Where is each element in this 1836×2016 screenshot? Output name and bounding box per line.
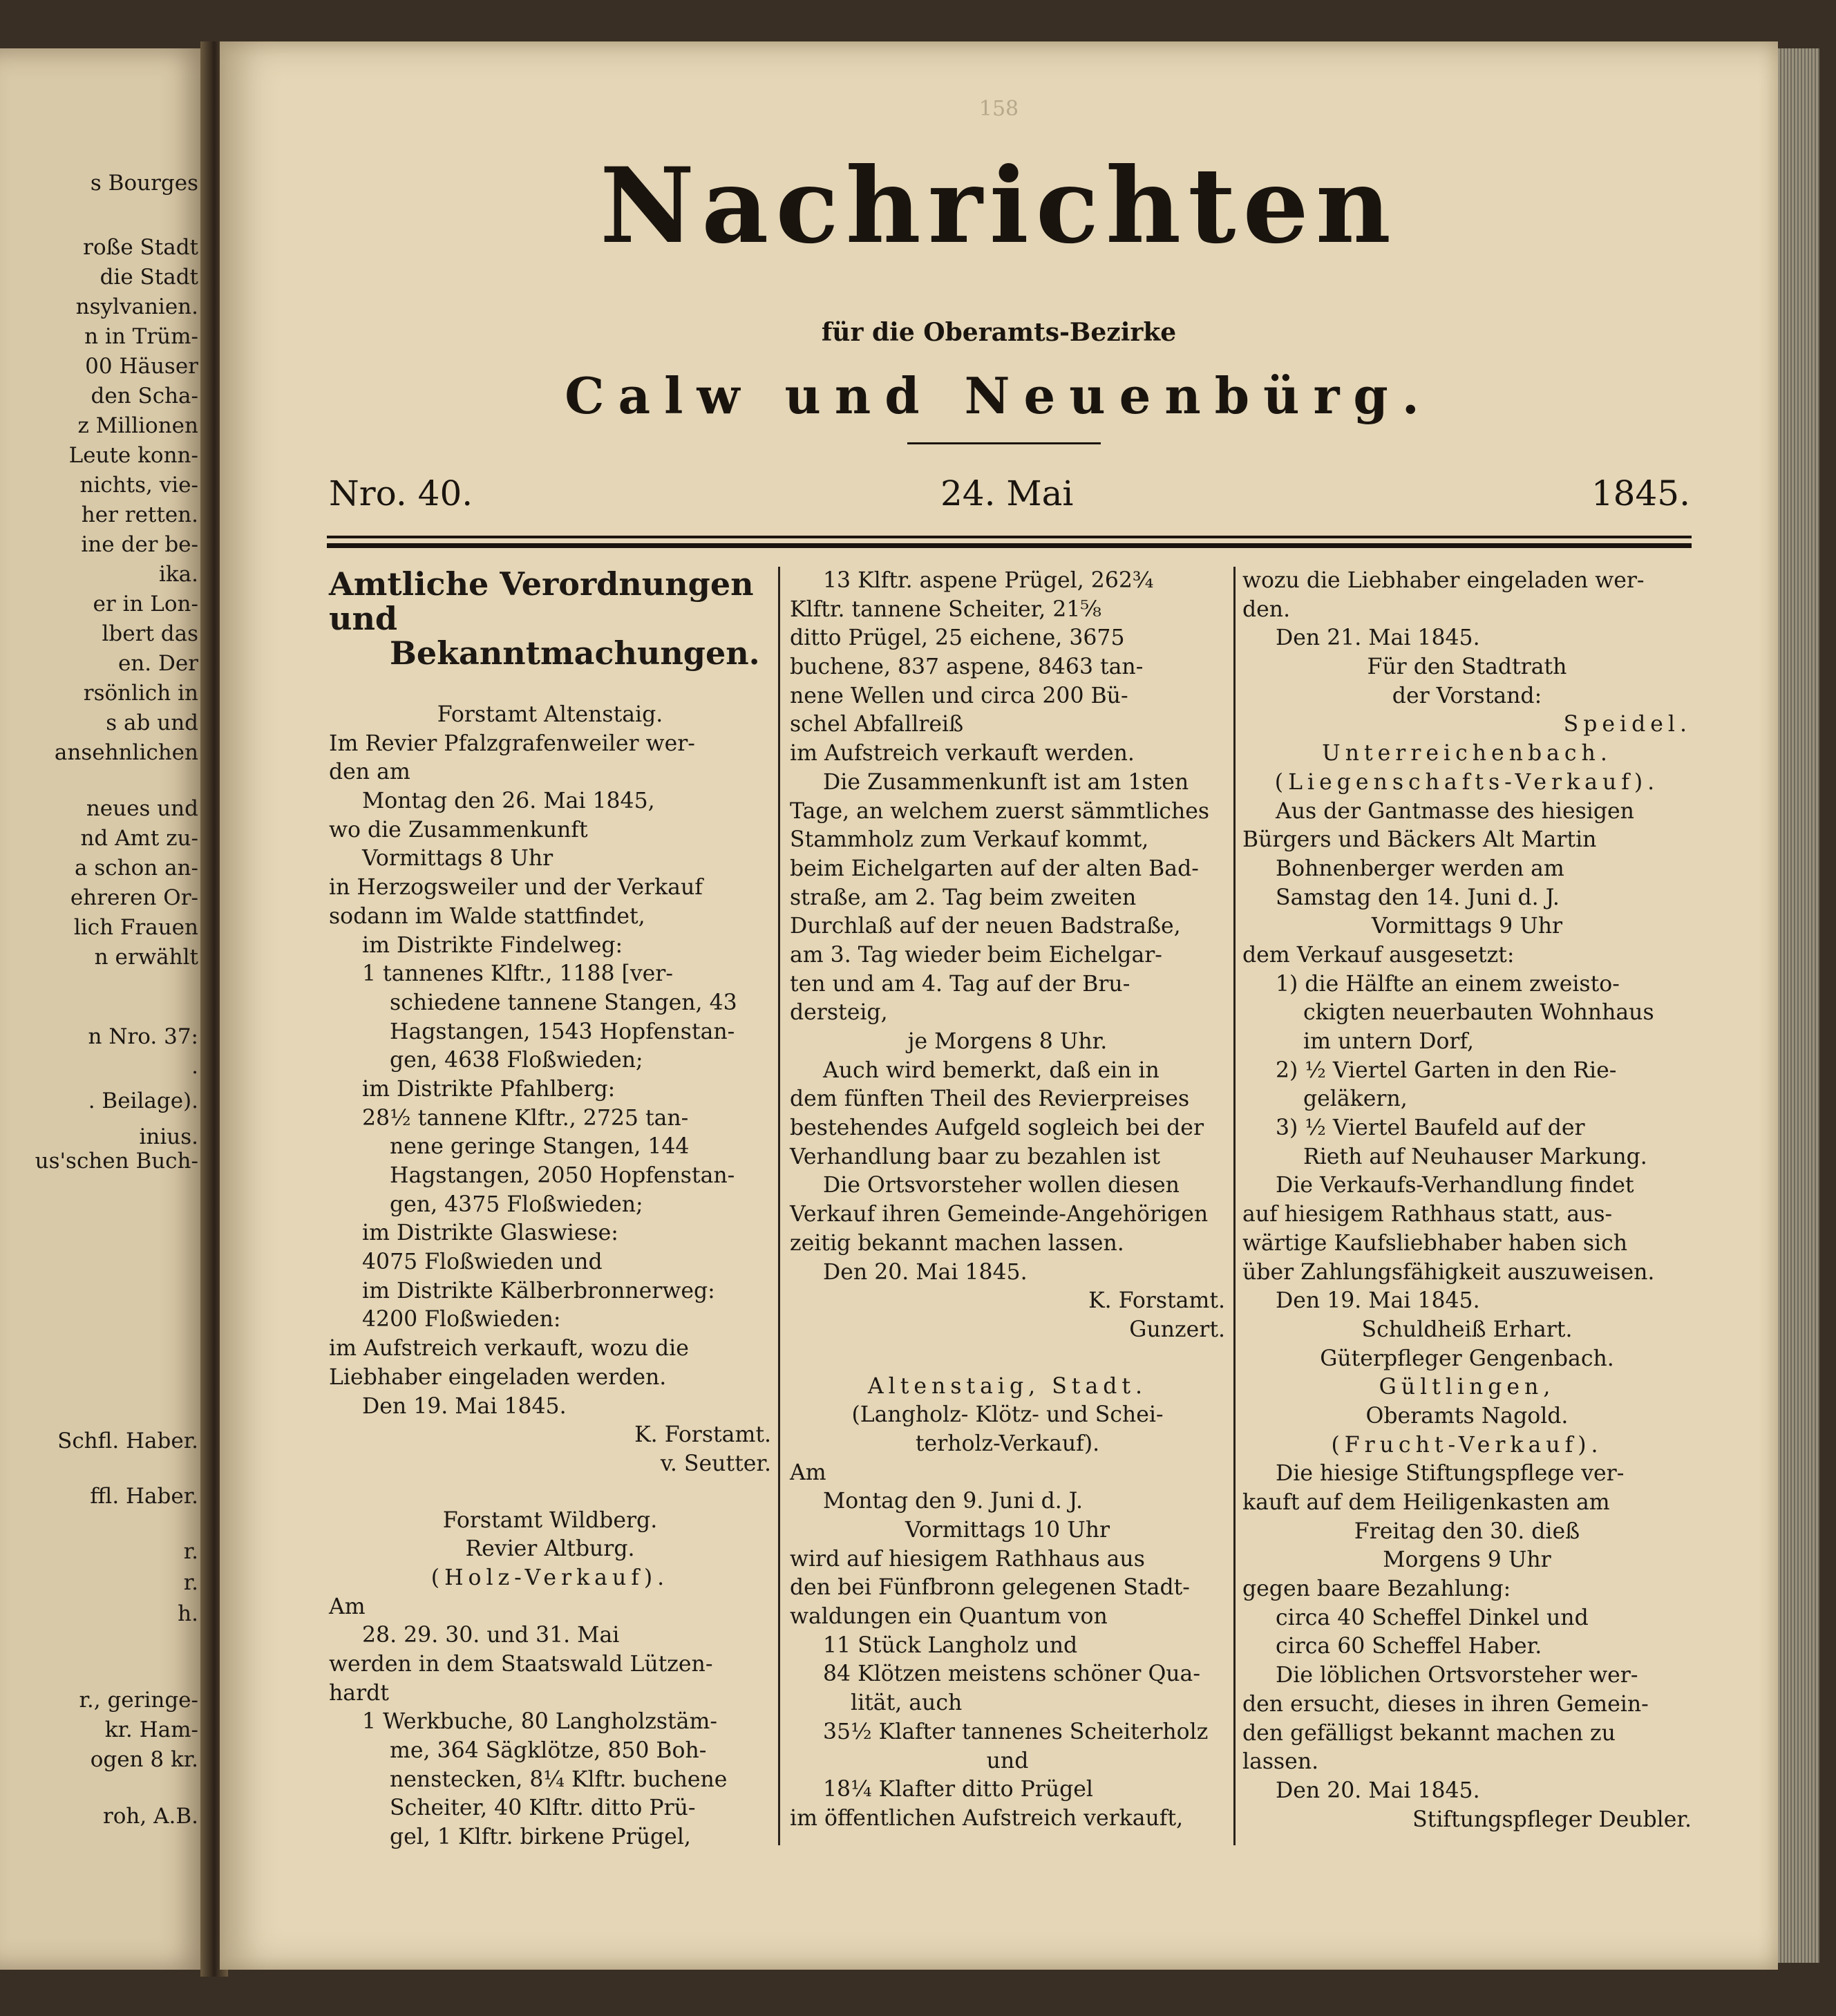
col3-text-line: Rieth auf Neuhauser Markung. [1303,1144,1647,1169]
col2-text-line: Klftr. tannene Scheiter, 21⅝ [790,596,1101,622]
col1-text-line: im Aufstreich verkauft, wozu die [329,1336,689,1362]
col1-text-line: Im Revier Pfalzgrafenweiler wer- [329,731,695,756]
left-page-text-line: er in Lon- [93,592,198,616]
left-page-text-line: n in Trüm- [84,324,198,349]
col3-text-line: der Vorstand: [1392,683,1542,708]
col2-text-line: Altenstaig, Stadt. [867,1373,1148,1399]
col1-text-line: im Distrikte Findelweg: [362,932,623,958]
col2-text-line: lität, auch [851,1690,963,1716]
col3-text-line: im untern Dorf, [1303,1029,1475,1054]
col3-text-line: Die hiesige Stiftungspflege ver- [1276,1461,1625,1487]
col2-text-line: schel Abfallreiß [790,712,964,737]
col1-text-line: im Distrikte Kälberbronnerweg: [362,1278,715,1303]
col3-text-line: Unterreichenbach. [1322,741,1612,766]
column-divider-2 [1233,567,1236,1845]
column-1 [329,567,771,1852]
col3-text-line: Vormittags 9 Uhr [1371,914,1563,939]
left-page-text-line: rsönlich in [83,681,198,706]
col3-text-line: lassen. [1242,1749,1319,1775]
masthead-title: Nachrichten [600,145,1398,267]
col3-text-line: Bohnenberger werden am [1276,856,1564,881]
col1-text-line: im Distrikte Pfahlberg: [362,1076,616,1102]
left-page-text-line: ine der be- [81,532,198,557]
col3-text-line: Samstag den 14. Juni d. J. [1276,885,1560,910]
issue-number: Nro. 40. [329,473,473,514]
left-page-text-line: den Scha- [91,384,198,408]
col3-text-line: Aus der Gantmasse des hiesigen [1276,798,1634,824]
column-divider-1 [778,567,780,1845]
col2-text-line: straße, am 2. Tag beim zweiten [790,885,1137,910]
col3-text-line: wärtige Kaufsliebhaber haben sich [1242,1230,1628,1256]
col2-text-line: Die Zusammenkunft ist am 1sten [823,769,1189,795]
page-number: 158 [978,97,1019,121]
col1-text-line: K. Forstamt. [634,1422,771,1448]
left-page-text-line: . Beilage). [88,1089,198,1113]
left-page-text-line: ffl. Haber. [90,1484,198,1509]
newspaper-page [220,41,1778,1970]
masthead-subtitle: für die Oberamts-Bezirke [821,318,1177,347]
left-page-text-line: s ab und [106,710,198,735]
left-page-text-line: Leute konn- [68,443,198,468]
left-page-text-line: n erwählt [94,945,198,970]
issue-row [329,473,1690,515]
rule-thin [327,536,1692,538]
col1-text-line: Hagstangen, 1543 Hopfenstan- [390,1019,735,1044]
left-page-text-line: . [191,1054,198,1079]
col1-text-line: 4075 Floßwieden und [362,1250,603,1275]
left-page-text-line: h. [178,1601,198,1626]
col2-text-line: Montag den 9. Juni d. J. [823,1489,1083,1514]
left-page-text-line: ogen 8 kr. [90,1747,198,1772]
col2-text-line: Vormittags 10 Uhr [905,1518,1110,1543]
col2-text-line: nene Wellen und circa 200 Bü- [790,683,1128,708]
col2-text-line: buchene, 837 aspene, 8463 tan- [790,654,1144,680]
left-page-text-line: a schon an- [75,856,198,880]
col3-text-line: ckigten neuerbauten Wohnhaus [1303,1000,1654,1026]
col3-text-line: den gefälligst bekannt machen zu [1242,1720,1616,1746]
col2-text-line: Durchlaß auf der neuen Badstraße, [790,914,1181,939]
col1-text-line: werden in dem Staatswald Lützen- [329,1652,713,1677]
col2-text-line: dem fünften Theil des Revierpreises [790,1086,1190,1112]
col3-text-line: Die löblichen Ortsvorsteher wer- [1276,1663,1638,1688]
col1-text-line: Den 19. Mai 1845. [362,1393,567,1419]
section-heading-2: Bekanntmachungen. [390,634,760,672]
left-page-text-line: z Millionen [77,413,198,438]
left-page-text-line: ansehnlichen [54,740,198,765]
col2-text-line: ditto Prügel, 25 eichene, 3675 [790,625,1125,651]
col2-text-line: Verkauf ihren Gemeinde-Angehörigen [790,1202,1209,1227]
col3-text-line: gegen baare Bezahlung: [1242,1576,1511,1602]
col3-text-line: (Frucht-Verkauf). [1331,1432,1603,1458]
col3-text-line: geläkern, [1303,1086,1408,1112]
left-page-text-line: nichts, vie- [79,473,198,498]
col2-text-line: 18¼ Klafter ditto Prügel [823,1777,1093,1802]
col1-text-line: me, 364 Sägklötze, 850 Boh- [390,1738,707,1764]
col2-text-line: K. Forstamt. [1088,1288,1225,1314]
left-page-text-line: r. [183,1570,198,1595]
col1-text-line: 1 tannenes Klftr., 1188 [ver- [362,961,673,987]
col3-text-line: 1) die Hälfte an einem zweisto- [1276,971,1620,997]
col1-text-line: (Holz-Verkauf). [430,1565,670,1590]
col3-text-line: 3) ½ Viertel Baufeld auf der [1276,1115,1585,1141]
col1-text-line: Scheiter, 40 Klftr. ditto Prü- [390,1796,696,1821]
col2-text-line: und [986,1748,1029,1773]
col2-text-line: 11 Stück Langholz und [823,1632,1078,1658]
left-page-text-line: die Stadt [100,265,198,290]
col2-text-line: Auch wird bemerkt, daß ein in [823,1057,1160,1083]
col2-text-line: je Morgens 8 Uhr. [907,1029,1108,1054]
col3-text-line: Gültlingen, [1379,1375,1555,1400]
col3-text-line: Bürgers und Bäckers Alt Martin [1242,827,1597,853]
col1-text-line: im Distrikte Glaswiese: [362,1221,618,1246]
col3-text-line: Speidel. [1563,712,1692,737]
rule-thick [327,543,1692,548]
col3-text-line: Oberamts Nagold. [1365,1403,1569,1429]
col2-text-line: wird auf hiesigem Rathhaus aus [790,1546,1145,1572]
col3-text-line: dem Verkauf ausgesetzt: [1242,942,1515,968]
col1-text-line: 1 Werkbuche, 80 Langholzstäm- [362,1709,717,1735]
col1-text-line: Forstamt Altenstaig. [437,702,663,727]
col3-text-line: Den 20. Mai 1845. [1276,1778,1480,1803]
col2-text-line: im öffentlichen Aufstreich verkauft, [790,1805,1184,1831]
col3-text-line: über Zahlungsfähigkeit auszuweisen. [1242,1259,1655,1285]
col3-text-line: Für den Stadtrath [1367,654,1567,680]
col2-text-line: am 3. Tag wieder beim Eichelgar- [790,942,1162,968]
left-page-text-line: en. Der [117,651,198,676]
col1-text-line: wo die Zusammenkunft [329,817,588,842]
col3-text-line: Stiftungspfleger Deubler. [1412,1807,1692,1832]
left-page-text-line: lbert das [102,621,198,646]
col1-text-line: Revier Altburg. [465,1536,635,1562]
col1-text-line: den am [329,760,410,785]
col1-text-line: nenstecken, 8¼ Klftr. buchene [390,1767,728,1792]
col2-text-line: ten und am 4. Tag auf der Bru- [790,971,1130,997]
left-page-text-line: s Bourges [90,171,198,196]
col2-text-line: 35½ Klafter tannenes Scheiterholz [823,1719,1209,1744]
col2-text-line: bestehendes Aufgeld sogleich bei der [790,1115,1204,1141]
left-page-text-line: n Nro. 37: [88,1024,198,1049]
col2-text-line: dersteig, [790,1000,888,1026]
col2-text-line: Den 20. Mai 1845. [823,1259,1028,1285]
col1-text-line: gen, 4638 Floßwieden; [390,1048,643,1073]
col3-text-line: 2) ½ Viertel Garten in den Rie- [1276,1057,1617,1083]
col1-text-line: schiedene tannene Stangen, 43 [390,990,737,1015]
col1-text-line: 4200 Floßwieden: [362,1307,561,1332]
col2-text-line: Am [790,1460,826,1485]
issue-date: 24. Mai [940,473,1074,514]
col3-text-line: Den 19. Mai 1845. [1276,1288,1480,1314]
column-2 [790,567,1225,1834]
left-page-text-line: ehreren Or- [70,885,198,910]
col2-text-line: Stammholz zum Verkauf kommt, [790,827,1149,853]
left-page-text-line: Schfl. Haber. [57,1429,198,1453]
col3-text-line: circa 60 Scheffel Haber. [1276,1634,1542,1659]
col2-text-line: im Aufstreich verkauft werden. [790,741,1135,766]
col3-text-line: Die Verkaufs-Verhandlung findet [1276,1173,1634,1198]
col3-text-line: auf hiesigem Rathhaus statt, aus- [1242,1202,1613,1227]
col1-text-line: Hagstangen, 2050 Hopfenstan- [390,1163,735,1188]
left-page-text-line: roh, A.B. [102,1804,198,1829]
col2-text-line: 84 Klötzen meistens schöner Qua- [823,1661,1200,1687]
col1-text-line: Vormittags 8 Uhr [362,846,553,872]
page-edges [1778,48,1819,1963]
col3-text-line: den ersucht, dieses in ihren Gemein- [1242,1691,1649,1717]
col1-text-line: in Herzogsweiler und der Verkauf [329,875,703,901]
left-page-text-line: kr. Ham- [104,1717,198,1742]
col1-text-line: Montag den 26. Mai 1845, [362,789,655,814]
left-page-text-line: her retten. [81,502,198,527]
col3-text-line: Schuldheiß Erhart. [1361,1317,1573,1342]
col2-text-line: beim Eichelgarten auf der alten Bad- [790,856,1199,881]
col1-text-line: 28. 29. 30. und 31. Mai [362,1623,620,1648]
left-page-text-line: 00 Häuser [85,354,198,379]
col1-text-line: hardt [329,1680,389,1706]
column-3 [1242,567,1692,1834]
col3-text-line: Morgens 9 Uhr [1383,1547,1551,1573]
left-page-text-line: r. [183,1539,198,1564]
col1-text-line: 28½ tannene Klftr., 2725 tan- [362,1105,689,1131]
col1-text-line: gel, 1 Klftr. birkene Prügel, [390,1825,691,1850]
col1-text-line: Forstamt Wildberg. [442,1507,658,1533]
left-page-text-line: r., geringe- [79,1688,198,1713]
col1-text-line: v. Seutter. [660,1451,771,1476]
col2-text-line: 13 Klftr. aspene Prügel, 262¾ [823,568,1154,593]
col1-text-line: gen, 4375 Floßwieden; [390,1191,643,1217]
col1-text-line: Am [329,1594,366,1619]
col2-text-line: Gunzert. [1129,1317,1225,1342]
col2-text-line: waldungen ein Quantum von [790,1604,1108,1630]
col1-text-line: nene geringe Stangen, 144 [390,1134,690,1160]
col3-text-line: (Liegenschafts-Verkauf). [1274,769,1660,795]
col1-text-line: sodann im Walde stattfindet, [329,903,645,929]
masthead-places: Calw und Neuenbürg. [565,366,1433,425]
col3-text-line: kauft auf dem Heiligenkasten am [1242,1490,1610,1515]
col3-text-line: Freitag den 30. dieß [1354,1518,1580,1544]
col3-text-line: wozu die Liebhaber eingeladen wer- [1242,568,1645,593]
col2-text-line: Die Ortsvorsteher wollen diesen [823,1173,1180,1198]
left-page-text-line: ika. [158,562,198,587]
issue-year: 1845. [1591,473,1690,514]
left-page [0,48,211,1970]
col1-text-line: Liebhaber eingeladen werden. [329,1364,667,1390]
section-heading-1: Amtliche Verordnungen und [329,565,754,637]
col3-text-line: den. [1242,596,1291,622]
col2-text-line: Tage, an welchem zuerst sämmtliches [790,798,1210,824]
masthead-rule [907,442,1101,444]
col2-text-line: zeitig bekannt machen lassen. [790,1230,1124,1256]
col2-text-line: (Langholz- Klötz- und Schei- [851,1402,1164,1428]
left-page-text-line: us'schen Buch- [35,1149,198,1174]
left-page-text-line: lich Frauen [73,915,198,940]
col2-text-line: terholz-Verkauf). [915,1431,1100,1456]
col3-text-line: Den 21. Mai 1845. [1276,625,1480,651]
left-page-text-line: nd Amt zu- [80,826,198,851]
left-page-text-line: neues und [86,796,198,821]
left-page-text-line: roße Stadt [83,235,198,260]
col3-text-line: Güterpfleger Gengenbach. [1320,1346,1614,1371]
left-page-text-line: nsylvanien. [75,294,198,319]
left-page-text-line: inius. [139,1124,198,1149]
col3-text-line: circa 40 Scheffel Dinkel und [1276,1605,1589,1630]
col2-text-line: den bei Fünfbronn gelegenen Stadt- [790,1575,1190,1601]
col2-text-line: Verhandlung baar zu bezahlen ist [790,1144,1160,1169]
